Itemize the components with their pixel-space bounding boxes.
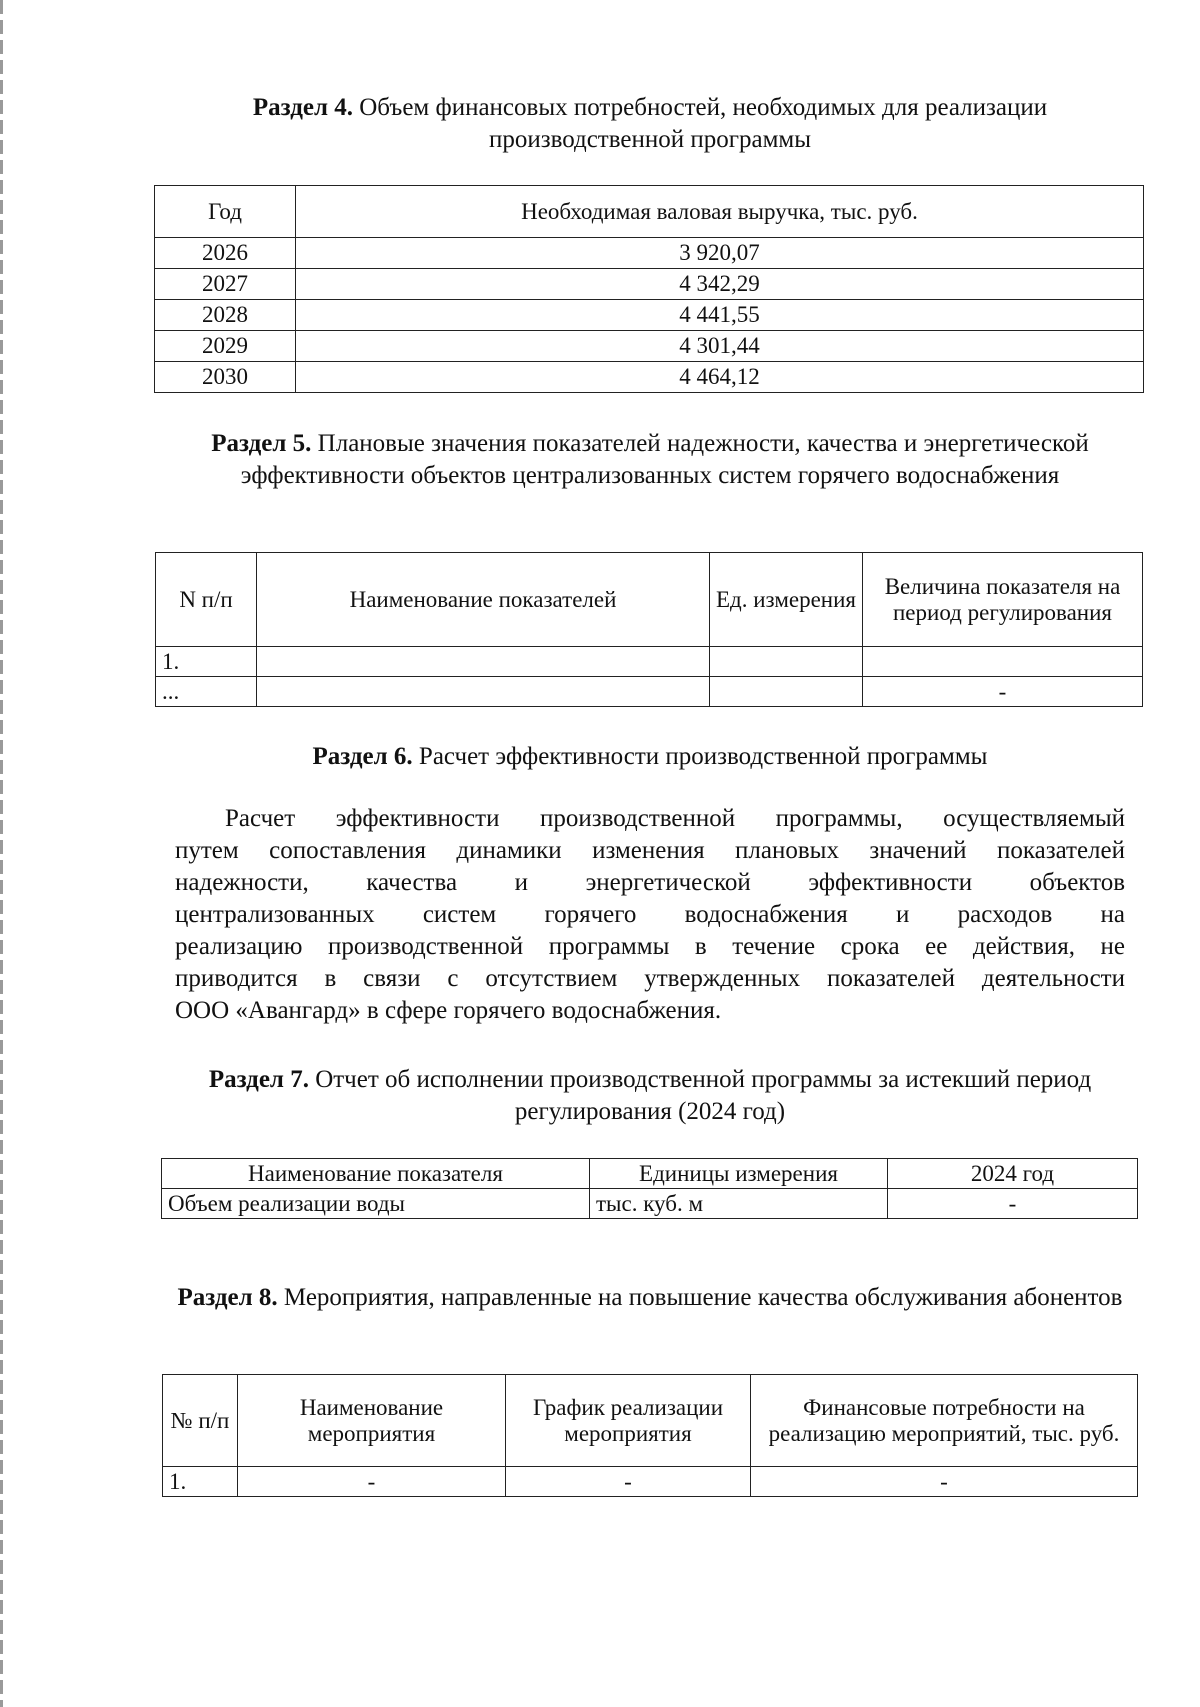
- cell-year: 2026: [155, 238, 296, 269]
- header-num: N п/п: [156, 553, 257, 647]
- header-year: Год: [155, 186, 296, 238]
- header-value: Величина показателя на период регулирования: [863, 553, 1143, 647]
- section8-table: [162, 1374, 1138, 1497]
- cell-value: 4 464,12: [296, 362, 1144, 393]
- cell-name: -: [238, 1467, 506, 1497]
- header-name: Наименование показателей: [257, 553, 710, 647]
- section5-heading: [175, 428, 1125, 492]
- section7-table: [161, 1158, 1138, 1219]
- table-row: [155, 238, 1144, 269]
- paragraph-line: ООО «Авангард» в сфере горячего водоснабжения.: [175, 997, 722, 1024]
- header-unit: Ед. измерения: [710, 553, 863, 647]
- table-header: [155, 186, 1144, 238]
- section8-heading: [165, 1282, 1135, 1314]
- section7-label: Раздел 7.: [208, 1066, 309, 1093]
- section5-table: [155, 552, 1143, 707]
- cell-finance: -: [751, 1467, 1138, 1497]
- cell-year: 2028: [155, 300, 296, 331]
- section7-title: Отчет об исполнении производственной программы за истекший период регулирования (2024 год): [308, 1066, 1092, 1125]
- cell-value: 4 301,44: [296, 331, 1144, 362]
- paragraph-line: приводится в связи с отсутствием утвержденных показателей деятельности: [175, 965, 1125, 992]
- cell-year: 2027: [155, 269, 296, 300]
- cell-year: 2030: [155, 362, 296, 393]
- section6-title: Расчет эффективности производственной программы: [412, 743, 988, 770]
- cell-year: 2029: [155, 331, 296, 362]
- cell-value: -: [888, 1189, 1138, 1219]
- cell-num: 1.: [156, 647, 257, 677]
- cell-name: Объем реализации воды: [162, 1189, 590, 1219]
- paragraph-line: Расчет эффективности производственной программы, осуществляемый: [225, 805, 1125, 832]
- cell-value: 3 920,07: [296, 238, 1144, 269]
- header-finance: Финансовые потребности на реализацию мероприятий, тыс. руб.: [751, 1375, 1138, 1467]
- cell-num: 1.: [163, 1467, 238, 1497]
- scan-edge: [0, 0, 3, 1707]
- table-header: [163, 1375, 1138, 1467]
- cell-value: -: [863, 677, 1143, 707]
- section7-heading: [175, 1064, 1125, 1128]
- table-row: [156, 647, 1143, 677]
- section6-paragraph: [175, 803, 1125, 1027]
- cell-num: ...: [156, 677, 257, 707]
- cell-value: [863, 647, 1143, 677]
- paragraph-line: реализацию производственной программы в течение срока ее действия, не: [175, 933, 1125, 960]
- section6-heading: [175, 741, 1125, 773]
- cell-value: 4 441,55: [296, 300, 1144, 331]
- table-row: [155, 331, 1144, 362]
- paragraph-line: путем сопоставления динамики изменения плановых значений показателей: [175, 837, 1125, 864]
- paragraph-line: централизованных систем горячего водоснабжения и расходов на: [175, 901, 1125, 928]
- table-row: [156, 677, 1143, 707]
- table-header: [156, 553, 1143, 647]
- paragraph-line: надежности, качества и энергетической эффективности объектов: [175, 869, 1125, 896]
- section4-label: Раздел 4.: [252, 94, 353, 121]
- cell-name: [257, 677, 710, 707]
- table-row: [163, 1467, 1138, 1497]
- table-row: [155, 300, 1144, 331]
- header-schedule: График реализации мероприятия: [506, 1375, 751, 1467]
- table-header: [162, 1159, 1138, 1189]
- cell-unit: [710, 677, 863, 707]
- cell-unit: [710, 647, 863, 677]
- header-num: № п/п: [163, 1375, 238, 1467]
- section4-title: Объем финансовых потребностей, необходимых для реализации производственной программы: [353, 94, 1048, 153]
- section5-title: Плановые значения показателей надежности, качества и энергетической эффективности объектов централизованных систем горячего водоснабжения: [240, 430, 1089, 489]
- cell-schedule: -: [506, 1467, 751, 1497]
- table-row: [155, 362, 1144, 393]
- header-unit: Единицы измерения: [590, 1159, 888, 1189]
- cell-unit: тыс. куб. м: [590, 1189, 888, 1219]
- header-revenue: Необходимая валовая выручка, тыс. руб.: [296, 186, 1144, 238]
- section8-label: Раздел 8.: [177, 1284, 278, 1311]
- section6-label: Раздел 6.: [312, 743, 413, 770]
- table-row: [155, 269, 1144, 300]
- cell-value: 4 342,29: [296, 269, 1144, 300]
- header-name: Наименование мероприятия: [238, 1375, 506, 1467]
- header-year: 2024 год: [888, 1159, 1138, 1189]
- section5-label: Раздел 5.: [211, 430, 312, 457]
- table-row: [162, 1189, 1138, 1219]
- section4-table: [154, 185, 1144, 393]
- section8-title: Мероприятия, направленные на повышение качества обслуживания абонентов: [277, 1284, 1123, 1311]
- section4-heading: [175, 92, 1125, 156]
- header-name: Наименование показателя: [162, 1159, 590, 1189]
- cell-name: [257, 647, 710, 677]
